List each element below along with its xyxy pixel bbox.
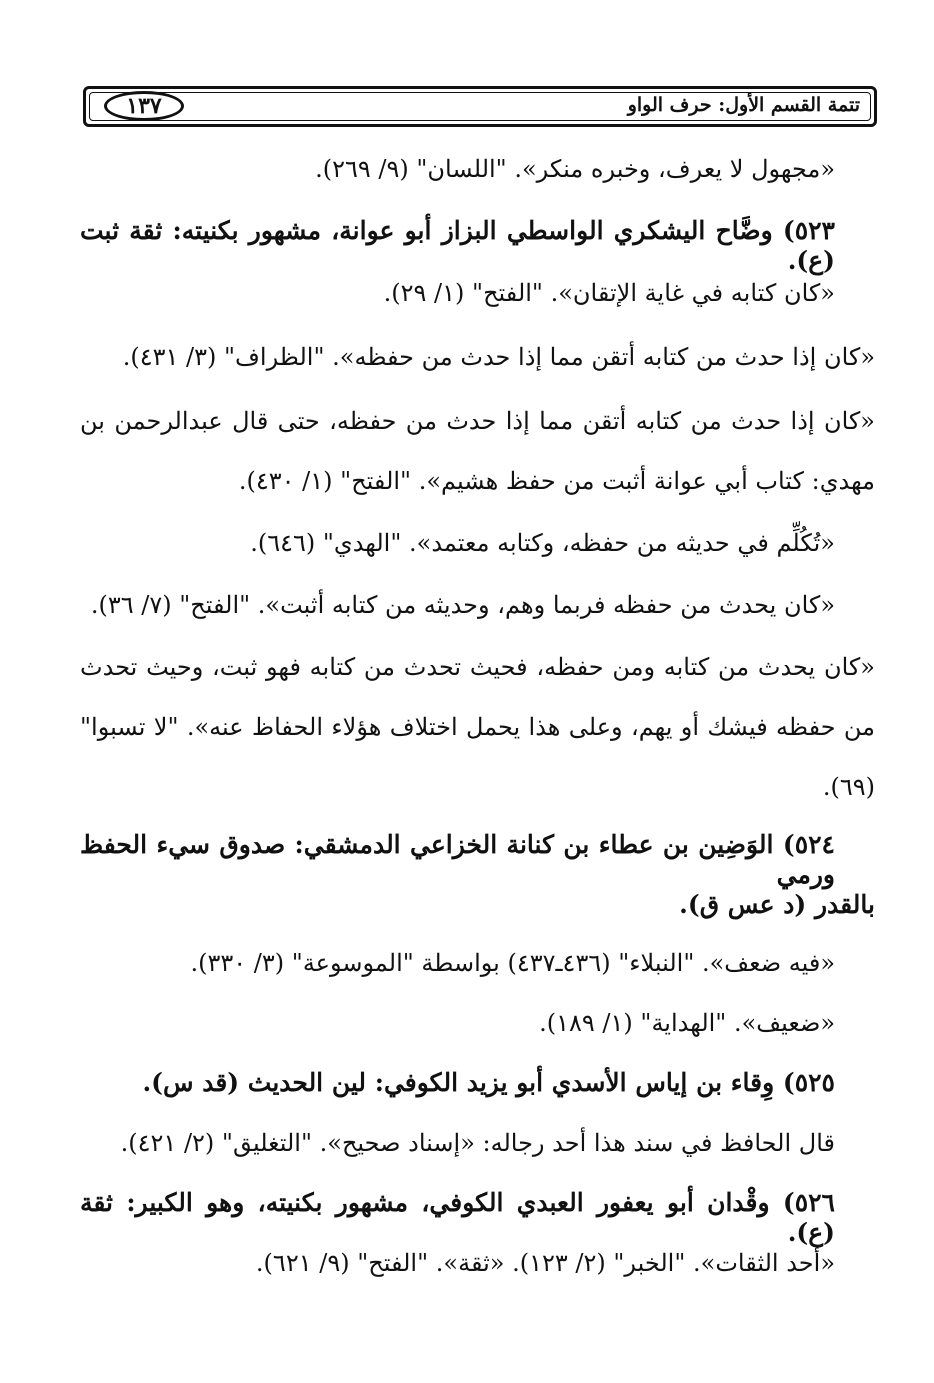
text-line: قال الحافظ في سند هذا أحد رجاله: «إسناد صحيح». "التغليق" (٢/ ٤٢١).: [120, 1129, 835, 1157]
text-line: (٦٩).: [822, 773, 875, 801]
entry-heading: ٥٢٤) الوَضِين بن عطاء بن كنانة الخزاعي الدمشقي: صدوق سيء الحفظ ورمي: [80, 830, 835, 889]
text-line: «أحد الثقات». "الخبر" (٢/ ١٢٣). «ثقة». "الفتح" (٩/ ٦٢١).: [255, 1249, 835, 1277]
text-line: «كان إذا حدث من كتابه أتقن مما إذا حدث من حفظه». "الظراف" (٣/ ٤٣١).: [122, 343, 875, 371]
text-line: «كان يحدث من كتابه ومن حفظه، فحيث تحدث من كتابه فهو ثبت، وحيث تحدث: [80, 653, 875, 681]
text-line: «مجهول لا يعرف، وخبره منكر». "اللسان" (٩/ ٢٦٩).: [315, 155, 835, 183]
entry-heading: ٥٢٣) وضَّاح اليشكري الواسطي البزاز أبو عوانة، مشهور بكنيته: ثقة ثبت (ع).: [80, 216, 835, 275]
text-line: من حفظه فيشك أو يهم، وعلى هذا يحمل اختلاف هؤلاء الحفاظ عنه». "لا تسبوا": [80, 713, 876, 741]
entry-heading: ٥٢٥) وِقاء بن إياس الأسدي أبو يزيد الكوفي: لين الحديث (قد س).: [142, 1068, 835, 1097]
page-number: ١٣٧: [104, 91, 184, 121]
text-line: «كان يحدث من حفظه فربما وهم، وحديثه من كتابه أثبت». "الفتح" (٧/ ٣٦).: [90, 591, 835, 619]
text-line: «ضعيف». "الهداية" (١/ ١٨٩).: [539, 1009, 835, 1037]
text-line: «كان إذا حدث من كتابه أتقن مما إذا حدث من حفظه، حتى قال عبدالرحمن بن: [80, 407, 875, 435]
text-line: مهدي: كتاب أبي عوانة أثبت من حفظ هشيم». "الفتح" (١/ ٤٣٠).: [238, 467, 875, 495]
page-header: [83, 86, 877, 127]
text-line: «تُكُلِّم في حديثه من حفظه، وكتابه معتمد». "الهدي" (٦٤٦).: [250, 529, 835, 557]
entry-heading: ٥٢٦) وقْدان أبو يعفور العبدي الكوفي، مشهور بكنيته، وهو الكبير: ثقة (ع).: [80, 1188, 835, 1247]
entry-heading-cont: بالقدر (د عس ق).: [679, 890, 875, 919]
text-line: «كان كتابه في غاية الإتقان». "الفتح" (١/ ٢٩).: [383, 279, 835, 307]
text-line: «فيه ضعف». "النبلاء" (٤٣٦ـ٤٣٧) بواسطة "الموسوعة" (٣/ ٣٣٠).: [190, 949, 835, 977]
running-title: تتمة القسم الأول: حرف الواو: [627, 94, 860, 116]
